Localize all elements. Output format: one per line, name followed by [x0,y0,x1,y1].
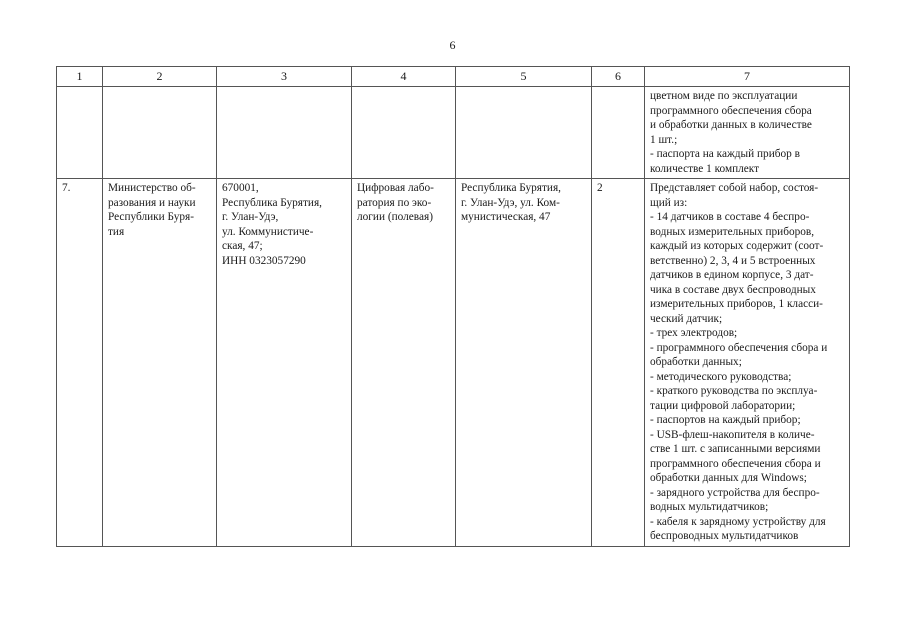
text-line: 670001, [222,182,259,194]
continuation-cell-6 [592,87,645,179]
text-line: - зарядного устройства для беспро- [650,486,820,499]
column-header-2: 2 [103,67,217,87]
text-line: программного обеспечения сбора [650,104,812,117]
text-line: водных измерительных приборов, [650,225,815,238]
text-line: тации цифровой лаборатории; [650,399,796,412]
column-header-1: 1 [57,67,103,87]
text-line: Министерство об- [108,182,196,194]
text-line: датчиков в едином корпусе, 3 дат- [650,269,814,281]
text-line: ческий датчик; [650,312,723,325]
text-line: количестве 1 комплект [650,162,760,175]
continuation-row [57,87,850,179]
text-line: ветственно) 2, 3, 4 и 5 встроенных [650,254,816,267]
row-number: 7. [57,179,103,547]
organization-address [217,179,352,547]
continuation-description [645,87,850,179]
item-name [352,179,456,547]
text-line: ратория по эко- [357,196,432,209]
text-line: Представляет собой набор, состоя- [650,182,819,194]
column-header-4: 4 [352,67,456,87]
continuation-cell-2 [103,87,217,179]
column-header-7: 7 [645,67,850,87]
text-line: стве 1 шт. с записанными версиями [650,443,821,455]
text-line: обработки данных; [650,356,742,368]
text-line: - кабеля к зарядному устройству для [650,515,826,528]
text-line: обработки данных для Windows; [650,472,807,484]
text-line: г. Улан-Удэ, ул. Ком- [461,196,560,209]
text-line: Республика Бурятия, [461,182,561,194]
text-line: - программного обеспечения сбора и [650,341,828,354]
column-header-5: 5 [456,67,592,87]
text-line: беспроводных мультидатчиков [650,530,799,542]
text-line: программного обеспечения сбора и [650,457,821,470]
text-line: разования и науки [108,196,196,209]
text-line: щий из: [650,196,688,209]
text-line: - методического руководства; [650,370,792,383]
item-location [456,179,592,547]
page-number: 6 [449,38,456,52]
table-row [57,179,850,547]
column-header-3: 3 [217,67,352,87]
item-description [645,179,850,547]
header-row [57,67,850,87]
text-line: мунистическая, 47 [461,211,551,223]
text-line: логии (полевая) [357,211,433,223]
text-line: каждый из которых содержит (соот- [650,240,824,252]
document-table [56,66,850,547]
text-line: чика в составе двух беспроводных [650,283,816,296]
text-line: Республика Бурятия, [222,196,322,209]
text-line: Цифровая лабо- [357,182,434,194]
text-line: - паспорта на каждый прибор в [650,148,800,160]
text-line: г. Улан-Удэ, [222,211,279,223]
column-header-6: 6 [592,67,645,87]
text-line: тия [108,225,125,238]
continuation-cell-5 [456,87,592,179]
text-line: цветном виде по эксплуатации [650,90,798,102]
text-line: и обработки данных в количестве [650,119,812,131]
continuation-cell-3 [217,87,352,179]
text-line: водных мультидатчиков; [650,501,769,513]
text-line: ул. Коммунистиче- [222,225,314,238]
text-line: - паспортов на каждый прибор; [650,414,801,426]
text-line: - трех электродов; [650,327,738,339]
text-line: - USB-флеш-накопителя в количе- [650,428,815,441]
text-line: измерительных приборов, 1 класси- [650,298,823,310]
text-line: Республики Буря- [108,211,194,223]
text-line: ИНН 0323057290 [222,254,306,267]
organization-name [103,179,217,547]
text-line: - 14 датчиков в составе 4 беспро- [650,211,810,223]
continuation-cell-4 [352,87,456,179]
text-line: ская, 47; [222,240,263,252]
continuation-cell-1 [57,87,103,179]
text-line: 1 шт.; [650,133,678,146]
text-line: - краткого руководства по эксплуа- [650,385,818,397]
item-quantity: 2 [592,179,645,547]
